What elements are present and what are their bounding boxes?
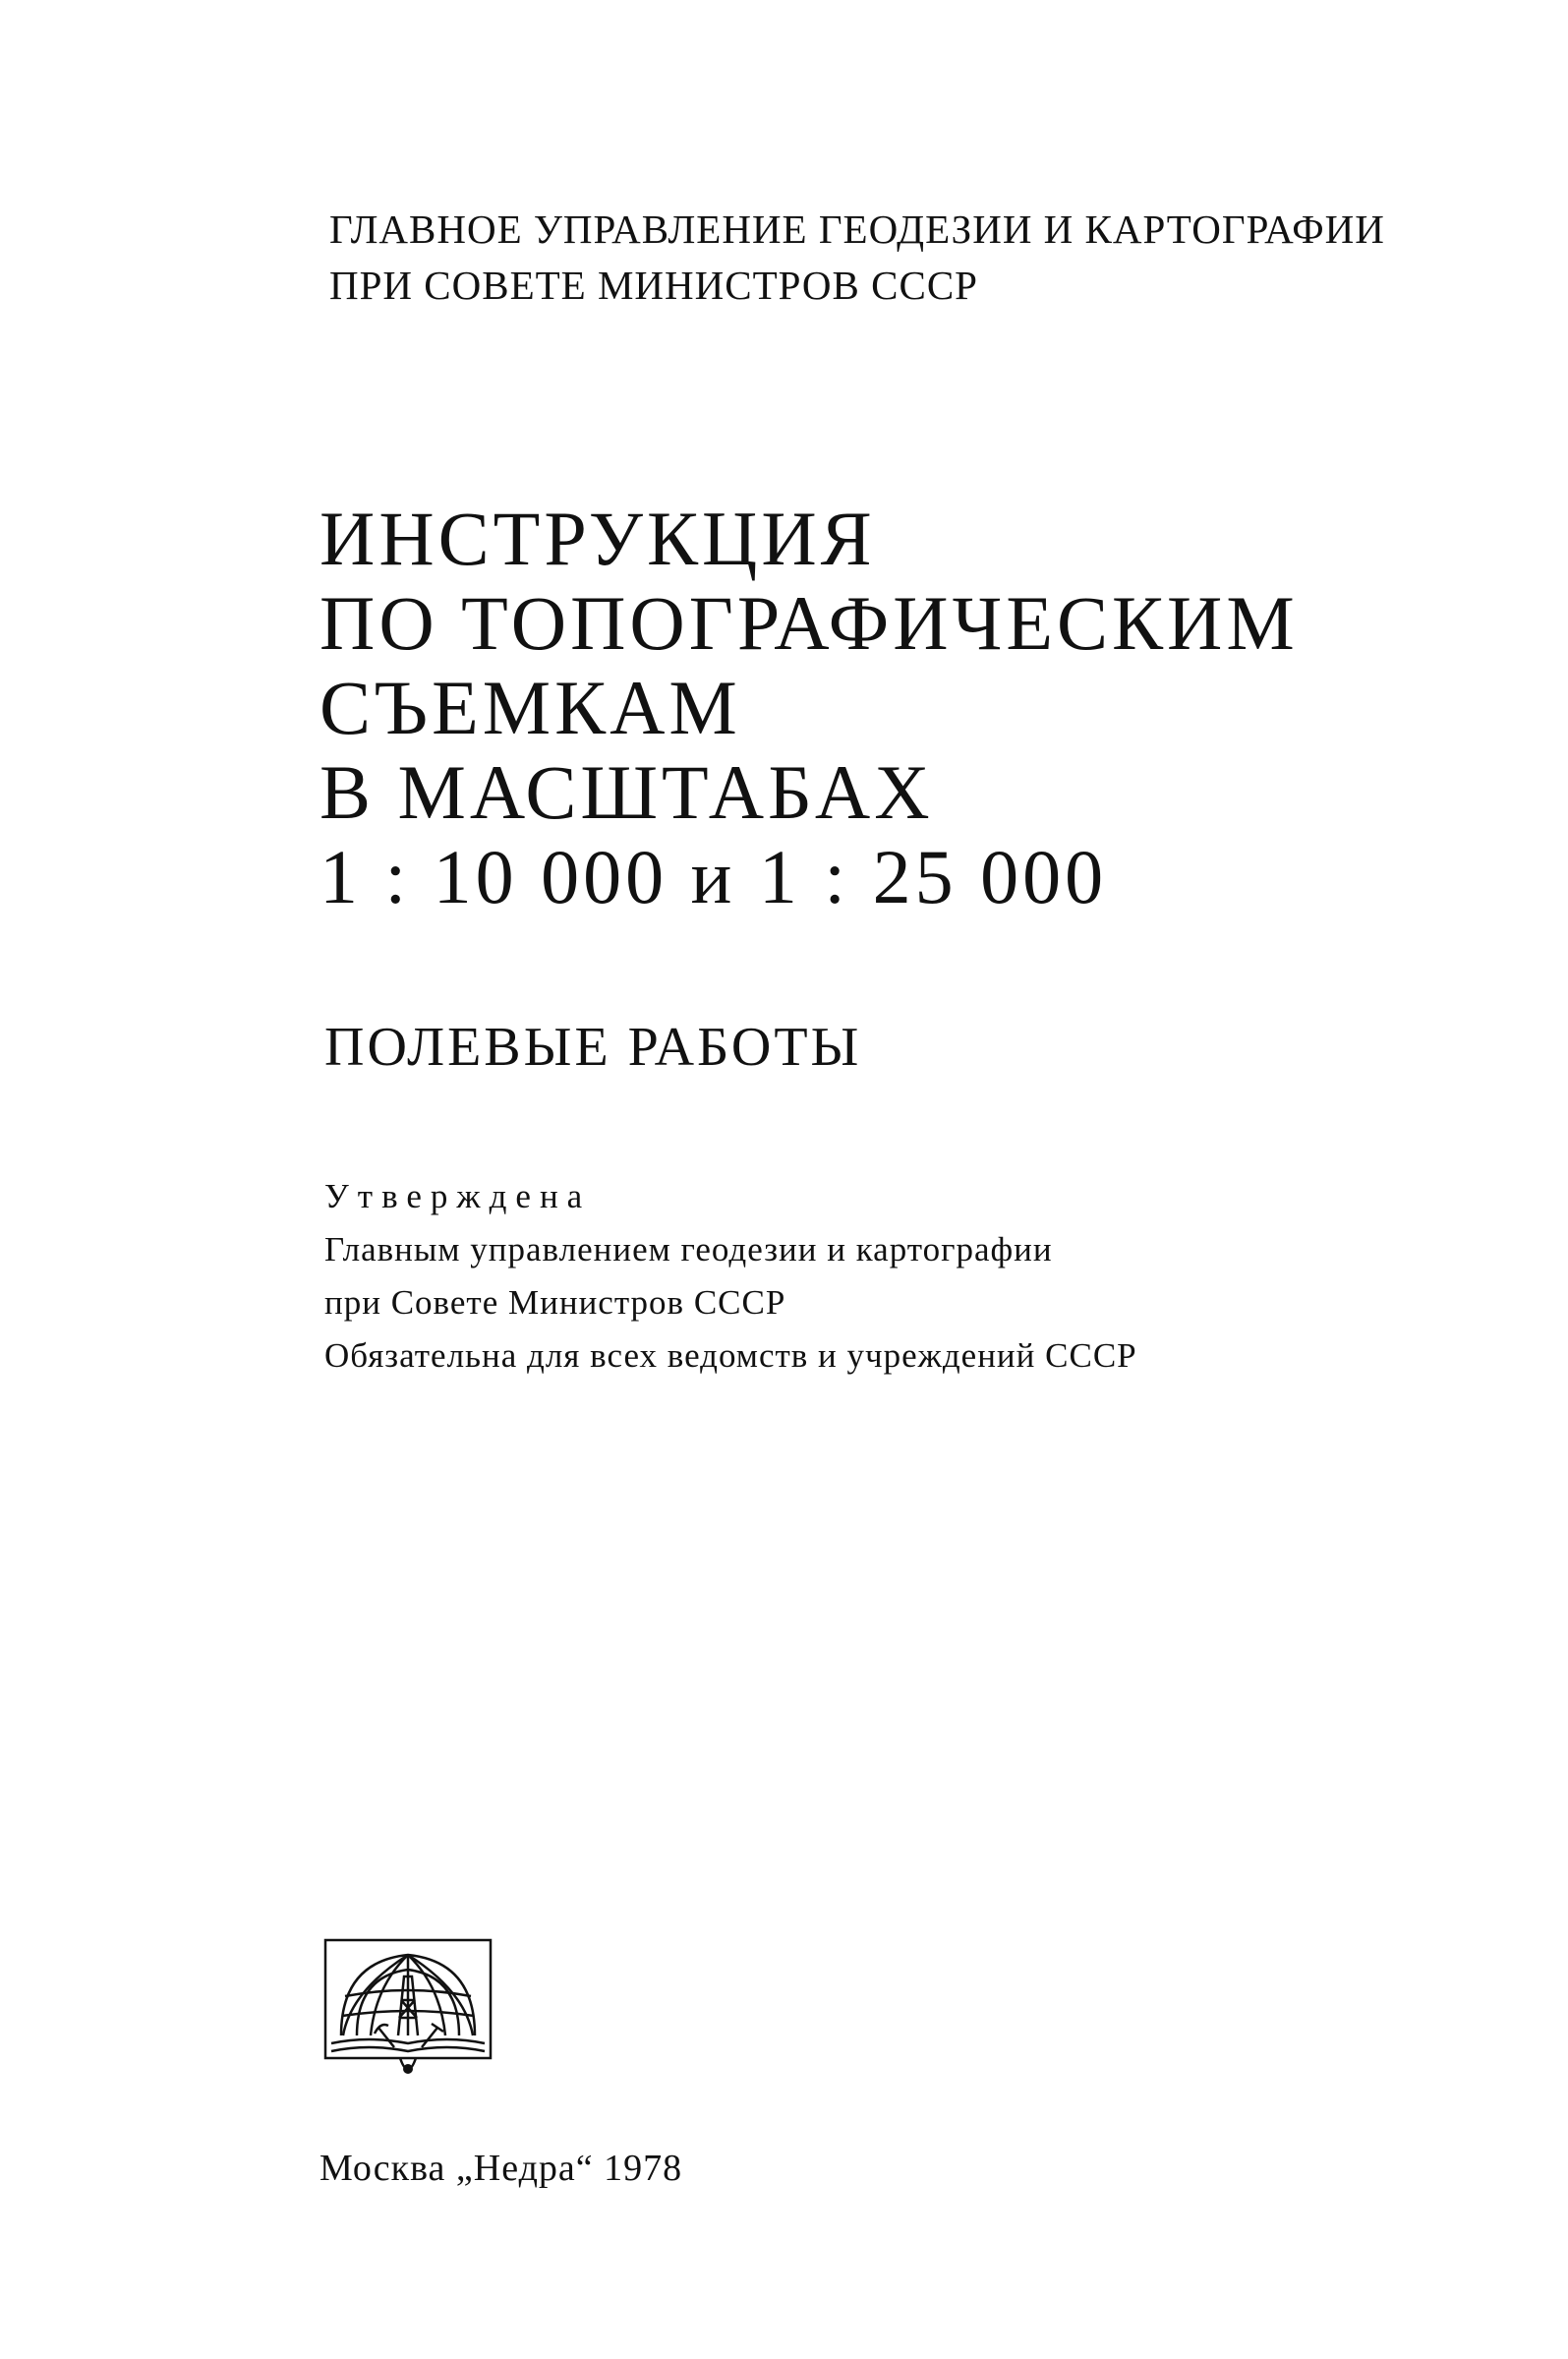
approval-line-2: Главным управлением геодезии и картографии xyxy=(324,1230,1053,1268)
organization-line-1: ГЛАВНОЕ УПРАВЛЕНИЕ ГЕОДЕЗИИ И КАРТОГРАФИИ xyxy=(329,206,1385,252)
organization-header xyxy=(329,202,1509,314)
title-line-2: ПО ТОПОГРАФИЧЕСКИМ xyxy=(319,580,1299,666)
approval-block xyxy=(324,1170,1504,1383)
document-subtitle: ПОЛЕВЫЕ РАБОТЫ xyxy=(324,1017,862,1078)
title-line-4: В МАСШТАБАХ xyxy=(319,749,934,835)
approval-line-1: Утверждена xyxy=(324,1177,592,1215)
nedra-publisher-emblem-icon xyxy=(321,1937,494,2085)
title-line-1: ИНСТРУКЦИЯ xyxy=(319,496,876,581)
title-line-3: СЪЕМКАМ xyxy=(319,665,741,750)
document-title xyxy=(319,497,1499,919)
organization-line-2: ПРИ СОВЕТЕ МИНИСТРОВ СССР xyxy=(329,263,978,308)
approval-line-4: Обязательна для всех ведомств и учреждений СССР xyxy=(324,1336,1137,1375)
publisher-imprint: Москва „Недра“ 1978 xyxy=(319,2148,683,2189)
title-line-5: 1 : 10 000 и 1 : 25 000 xyxy=(319,834,1108,919)
approval-line-3: при Совете Министров СССР xyxy=(324,1283,786,1322)
